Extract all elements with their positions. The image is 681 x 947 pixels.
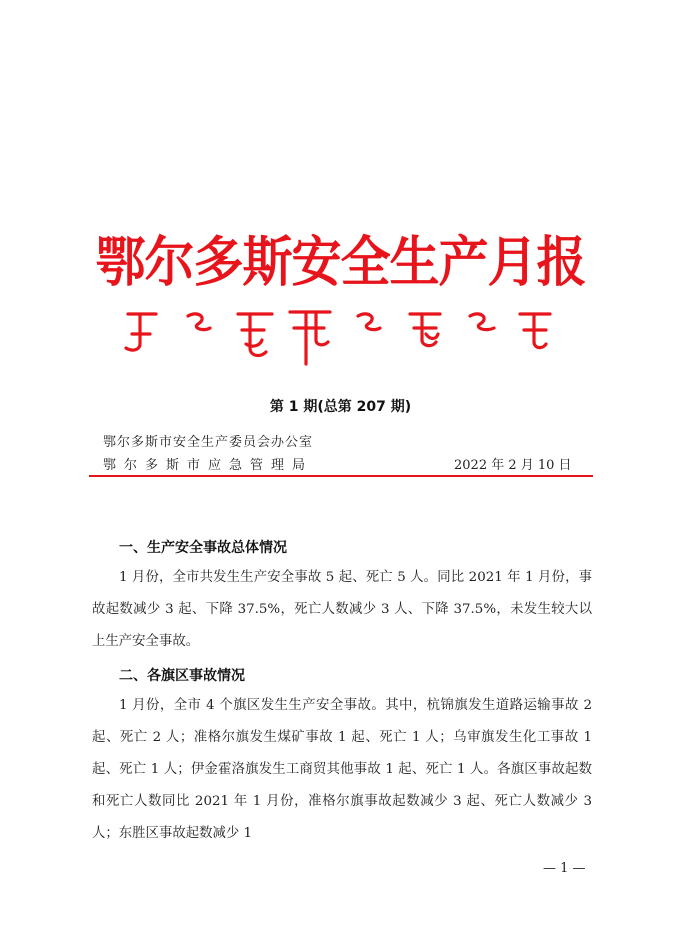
section-paragraph-1: 1 月份，全市共发生生产安全事故 5 起、死亡 5 人。同比 2021 年 1 月份，事故起数减少 3 起、下降 37.5%，死亡人数减少 3 人、下降 37.5%，未发生较大以上生产安全事故。	[92, 570, 592, 649]
section-paragraph-2: 1 月份，全市 4 个旗区发生生产安全事故。其中，杭锦旗发生道路运输事故 2 起、死亡 2 人；准格尔旗发生煤矿事故 1 起、死亡 1 人；乌审旗发生化工事故 1 起、死亡 1 人；伊金霍洛旗发生工商贸其他事故 1 起、死亡 1 人。各旗区事故起数和死亡人数同比 2021 年 1 月份，准格尔旗事故起数减少 3 起、死亡人数减少 3 人；东胜区事故起数减少 1	[92, 698, 592, 841]
section-heading-2: 二、各旗区事故情况	[119, 668, 245, 684]
issuer-line-1: 鄂尔多斯市安全生产委员会办公室	[103, 435, 314, 450]
page-number: — 1 —	[543, 861, 586, 876]
mongolian-script-masthead	[110, 304, 570, 376]
red-divider	[89, 475, 593, 477]
issue-date: 2022 年 2 月 10 日	[454, 458, 572, 473]
section-heading-1: 一、生产安全事故总体情况	[119, 540, 287, 556]
issuer-line-2: 鄂尔多斯市应急管理局	[103, 458, 314, 473]
masthead-title: 鄂尔多斯安全生产月报	[95, 229, 586, 294]
issue-number: 第 1 期(总第 207 期)	[269, 399, 412, 415]
